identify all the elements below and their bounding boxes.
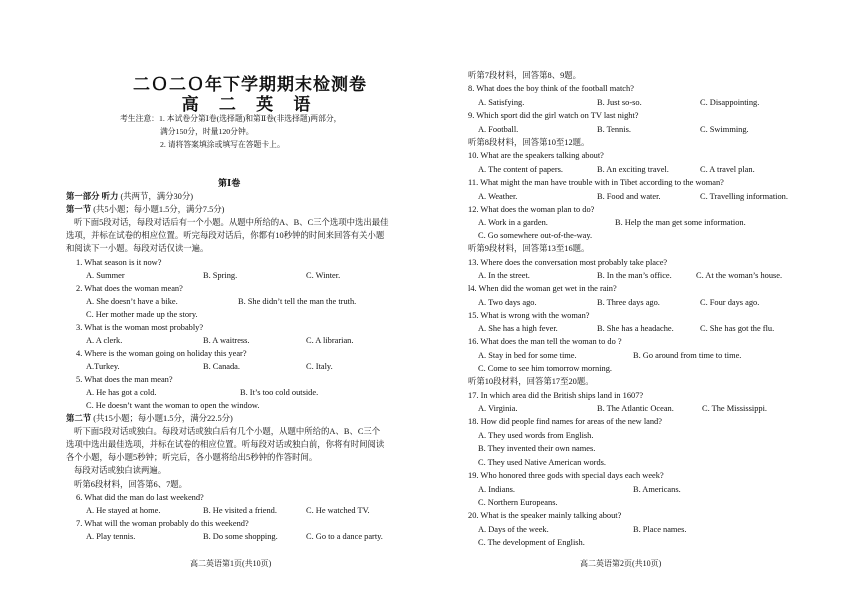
q10-option-b: B. An exciting travel.	[597, 165, 669, 174]
q6-option-a: A. He stayed at home.	[86, 506, 161, 515]
q6-option-c: C. He watched TV.	[306, 506, 370, 515]
question-16: 16. What does the man tell the woman to do ?	[468, 337, 622, 346]
q5-option-c: C. He doesn’t want the woman to open the window.	[86, 401, 260, 410]
question-17: 17. In which area did the British ships land in 1607?	[468, 391, 644, 400]
note-line-1: 考生注意：1. 本试卷分第Ⅰ卷(选择题)和第Ⅱ卷(非选择题)两部分，	[120, 114, 342, 123]
q4-option-b: B. Canada.	[203, 362, 240, 371]
question-3: 3. What is the woman most probably?	[76, 323, 204, 332]
q17-option-b: B. The Atlantic Ocean.	[597, 404, 674, 413]
question-19: 19. Who honored three gods with special days each week?	[468, 471, 664, 480]
sec1-note: (共5小题；每小题1.5分，满分7.5分)	[93, 205, 225, 214]
q3-option-b: B. A waitress.	[203, 336, 250, 345]
part1-heading: 第一部分 听力	[66, 192, 119, 201]
q19-option-b: B. Americans.	[633, 485, 681, 494]
q2-option-b: B. She didn’t tell the man the truth.	[238, 297, 357, 306]
sec1-heading-line	[66, 204, 224, 215]
note-line-3: 2. 请将答案填涂或填写在答题卡上。	[160, 140, 285, 149]
note-line-2: 满分150分，时量120分钟。	[160, 127, 254, 136]
q1-option-b: B. Spring.	[203, 271, 238, 280]
sec1-instruction-3: 和阅读下一小题。每段对话仅读一遍。	[66, 244, 209, 253]
exam-title: 二Ｏ二Ｏ年下学期期末检测卷	[133, 75, 367, 94]
material-8-note: 听第8段材料，回答第10至12题。	[468, 138, 590, 147]
q2-option-a: A. She doesn’t have a bike.	[86, 297, 178, 306]
q14-option-a: A. Two days ago.	[478, 298, 537, 307]
q12-option-b: B. Help the man get some information.	[615, 218, 746, 227]
question-4: 4. Where is the woman going on holiday this year?	[76, 349, 247, 358]
q12-option-a: A. Work in a garden.	[478, 218, 548, 227]
q2-option-c: C. Her mother made up the story.	[86, 310, 198, 319]
q4-option-c: C. Italy.	[306, 362, 333, 371]
sec2-instruction-3: 各个小题，每小题5秒钟；听完后，各小题将给出5秒钟的作答时间。	[66, 453, 318, 462]
q9-option-c: C. Swimming.	[700, 125, 749, 134]
question-7: 7. What will the woman probably do this weekend?	[76, 519, 249, 528]
question-2: 2. What does the woman mean?	[76, 284, 183, 293]
question-10: 10. What are the speakers talking about?	[468, 151, 604, 160]
q8-option-b: B. Just so-so.	[597, 98, 642, 107]
q5-option-b: B. It’s too cold outside.	[240, 388, 319, 397]
part1-heading-line	[66, 191, 193, 202]
q20-option-a: A. Days of the week.	[478, 525, 549, 534]
q9-option-b: B. Tennis.	[597, 125, 631, 134]
q6-option-b: B. He visited a friend.	[203, 506, 277, 515]
sec1-instruction-1: 听下面5段对话，每段对话后有一个小题。从题中所给的A、B、C三个选项中选出最佳	[74, 218, 389, 227]
q19-option-c: C. Northern Europeans.	[478, 498, 558, 507]
question-6: 6. What did the man do last weekend?	[76, 493, 204, 502]
q16-option-c: C. Come to see him tomorrow morning.	[478, 364, 612, 373]
q12-option-c: C. Go somewhere out-of-the-way.	[478, 231, 593, 240]
question-9: 9. Which sport did the girl watch on TV last night?	[468, 111, 639, 120]
material-9-note: 听第9段材料，回答第13至16题。	[468, 244, 590, 253]
q19-option-a: A. Indians.	[478, 485, 515, 494]
q16-option-a: A. Stay in bed for some time.	[478, 351, 577, 360]
sec2-heading-line	[66, 413, 233, 424]
q3-option-c: C. A librarian.	[306, 336, 354, 345]
q8-option-a: A. Satisfying.	[478, 98, 525, 107]
q13-option-b: B. In the man’s office.	[597, 271, 672, 280]
question-1: 1. What season is it now?	[76, 258, 162, 267]
q11-option-b: B. Food and water.	[597, 192, 661, 201]
q20-option-b: B. Place names.	[633, 525, 687, 534]
q9-option-a: A. Football.	[478, 125, 519, 134]
sec2-instruction-2: 选项中选出最佳选项，并标在试卷的相应位置。听每段对话或独白前，你将有时间阅读	[66, 440, 385, 449]
q10-option-c: C. A travel plan.	[700, 165, 755, 174]
q14-option-c: C. Four days ago.	[700, 298, 760, 307]
q15-option-a: A. She has a high fever.	[478, 324, 558, 333]
q1-option-a: A. Summer	[86, 271, 125, 280]
q8-option-c: C. Disappointing.	[700, 98, 760, 107]
sec2-instruction-1: 听下面5段对话或独白。每段对话或独白后有几个小题，从题中所给的A、B、C三个	[74, 427, 381, 436]
page-2-footer: 高二英语第2页(共10页)	[580, 559, 662, 568]
q11-option-a: A. Weather.	[478, 192, 518, 201]
q4-option-a: A.Turkey.	[86, 362, 120, 371]
part1-note: (共两节，满分30分)	[120, 192, 194, 201]
sec2-note: (共15小题；每小题1.5分，满分22.5分)	[93, 414, 233, 423]
q13-option-a: A. In the street.	[478, 271, 530, 280]
exam-page-2	[430, 0, 860, 604]
q11-option-c: C. Travelling information.	[700, 192, 788, 201]
q3-option-a: A. A clerk.	[86, 336, 123, 345]
material-7-note: 听第7段材料，回答第8、9题。	[468, 71, 582, 80]
question-15: 15. What is wrong with the woman?	[468, 311, 590, 320]
question-20: 20. What is the speaker mainly talking about?	[468, 511, 622, 520]
q7-option-a: A. Play tennis.	[86, 532, 136, 541]
q13-option-c: C. At the woman’s house.	[696, 271, 783, 280]
q18-option-b: B. They invented their own names.	[478, 444, 596, 453]
sec2-heading: 第二节	[66, 414, 92, 423]
sec1-heading: 第一节	[66, 205, 92, 214]
q16-option-b: B. Go around from time to time.	[633, 351, 742, 360]
q18-option-c: C. They used Native American words.	[478, 458, 606, 467]
q17-option-a: A. Virginia.	[478, 404, 518, 413]
q7-option-b: B. Do some shopping.	[203, 532, 278, 541]
q17-option-c: C. The Mississippi.	[702, 404, 767, 413]
question-8: 8. What does the boy think of the football match?	[468, 84, 634, 93]
question-14: l4. When did the woman get wet in the rain?	[468, 284, 617, 293]
q18-option-a: A. They used words from English.	[478, 431, 594, 440]
q15-option-b: B. She has a headache.	[597, 324, 674, 333]
q5-option-a: A. He has got a cold.	[86, 388, 157, 397]
material-10-note: 听第10段材料，回答第17至20题。	[468, 377, 594, 386]
q10-option-a: A. The content of papers.	[478, 165, 563, 174]
q20-option-c: C. The development of English.	[478, 538, 585, 547]
sec2-instruction-4: 每段对话或独白读两遍。	[74, 466, 167, 475]
volume-heading: 第Ⅰ卷	[218, 178, 241, 188]
material-6-note: 听第6段材料，回答第6、7题。	[74, 480, 188, 489]
q1-option-c: C. Winter.	[306, 271, 341, 280]
question-13: 13. Where does the conversation most probably take place?	[468, 258, 668, 267]
q15-option-c: C. She has got the flu.	[700, 324, 775, 333]
question-18: 18. How did people find names for areas of the new land?	[468, 417, 662, 426]
sec1-instruction-2: 选项，并标在试卷的相应位置。听完每段对话后，你都有10秒钟的时间来回答有关小题	[66, 231, 385, 240]
question-12: 12. What does the woman plan to do?	[468, 205, 595, 214]
question-5: 5. What does the man mean?	[76, 375, 173, 384]
question-11: 11. What might the man have trouble with in Tibet according to the woman?	[468, 178, 724, 187]
q14-option-b: B. Three days ago.	[597, 298, 660, 307]
page-1-footer: 高二英语第1页(共10页)	[190, 559, 272, 568]
exam-subtitle: 高 二 英 语	[181, 95, 319, 114]
q7-option-c: C. Go to a dance party.	[306, 532, 383, 541]
